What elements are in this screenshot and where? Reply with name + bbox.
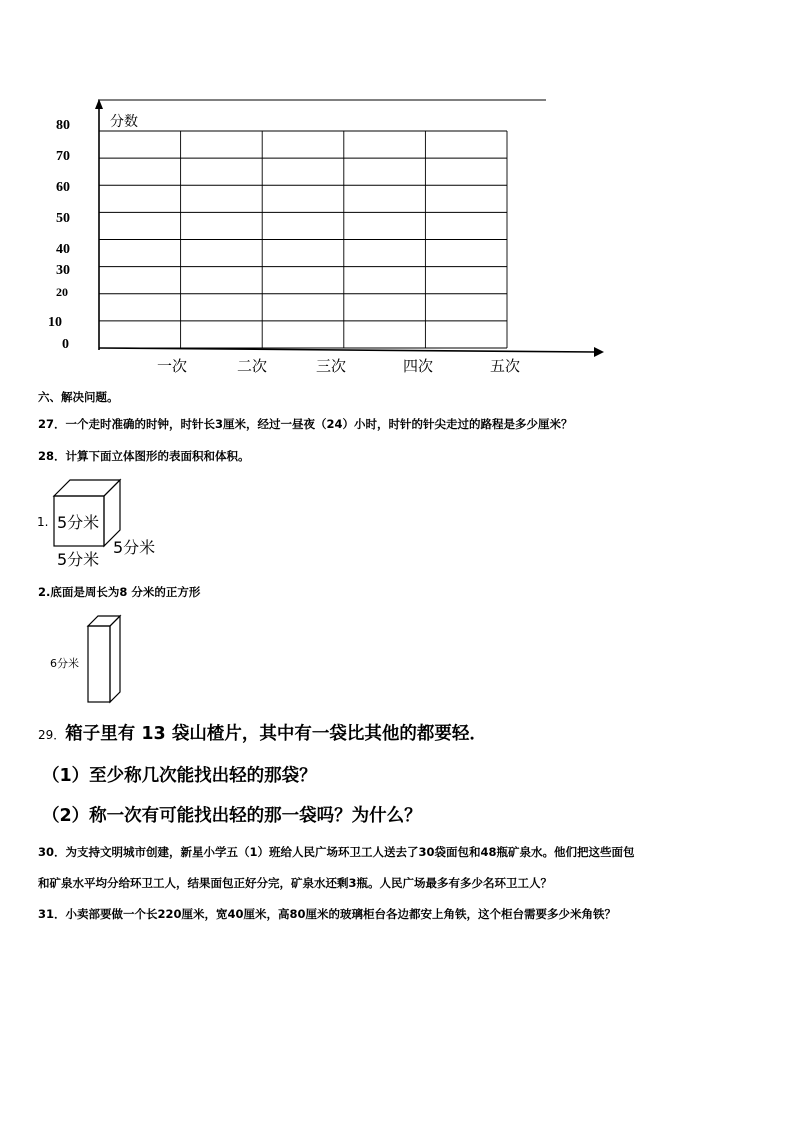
y-tick-label: 30 xyxy=(56,263,70,278)
question-27: 27．一个走时准确的时钟，时针长3厘米，经过一昼夜（24）小时，时针的针尖走过的路程是多少厘米？ xyxy=(38,417,573,431)
prism-right-face xyxy=(110,616,120,702)
y-tick-label: 20 xyxy=(56,285,68,299)
y-tick-label: 80 xyxy=(56,118,70,133)
section-title: 六、解决问题。 xyxy=(38,390,119,404)
y-axis-label: 分数 xyxy=(110,114,138,130)
question-29-part-1: （1）至少称几次能找出轻的那袋？ xyxy=(42,766,317,786)
figure-1-number: 1. xyxy=(37,515,49,529)
cube-front-label: 5分米 xyxy=(57,513,100,532)
prism-svg xyxy=(86,614,126,706)
question-28: 28．计算下面立体图形的表面积和体积。 xyxy=(38,449,250,463)
chart-grid-svg xyxy=(0,0,794,380)
x-axis-arrow xyxy=(594,347,604,357)
question-29-number: 29． xyxy=(38,728,66,742)
x-tick-label: 四次 xyxy=(403,357,434,375)
x-tick-label: 一次 xyxy=(157,357,188,375)
x-tick-label: 三次 xyxy=(316,357,347,375)
question-30-line-1: 30．为支持文明城市创建，新星小学五（1）班给人民广场环卫工人送去了30袋面包和48瓶矿泉水。他们把这些面包 xyxy=(38,845,635,859)
x-tick-label: 五次 xyxy=(490,357,521,375)
x-tick-label: 二次 xyxy=(237,357,268,375)
y-tick-label: 60 xyxy=(56,180,70,195)
prism-height-label: 6分米 xyxy=(50,657,79,670)
y-tick-label: 40 xyxy=(56,242,70,257)
y-tick-label: 10 xyxy=(48,315,62,330)
question-29 xyxy=(38,720,487,745)
y-tick-label: 0 xyxy=(62,337,69,352)
grid-lines xyxy=(99,131,507,348)
question-29-part-2: （2）称一次有可能找出轻的那一袋吗？为什么？ xyxy=(42,806,422,826)
y-tick-label: 70 xyxy=(56,149,70,164)
question-31: 31．小卖部要做一个长220厘米，宽40厘米，高80厘米的玻璃柜台各边都安上角铁，这个柜台需要多少米角铁？ xyxy=(38,907,617,921)
question-30-line-2: 和矿泉水平均分给环卫工人，结果面包正好分完，矿泉水还剩3瓶。人民广场最多有多少名环卫工人？ xyxy=(38,876,552,890)
question-29-text: 箱子里有 13 袋山楂片，其中有一袋比其他的都要轻． xyxy=(65,724,487,744)
cube-side-label: 5分米 xyxy=(113,538,156,557)
cube-top-face xyxy=(54,480,120,496)
figure-2-title: 2.底面是周长为8 分米的正方形 xyxy=(38,585,201,599)
x-axis xyxy=(99,348,596,352)
prism-front-face xyxy=(88,626,110,702)
cube-bottom-label: 5分米 xyxy=(57,550,100,569)
y-tick-label: 50 xyxy=(56,211,70,226)
